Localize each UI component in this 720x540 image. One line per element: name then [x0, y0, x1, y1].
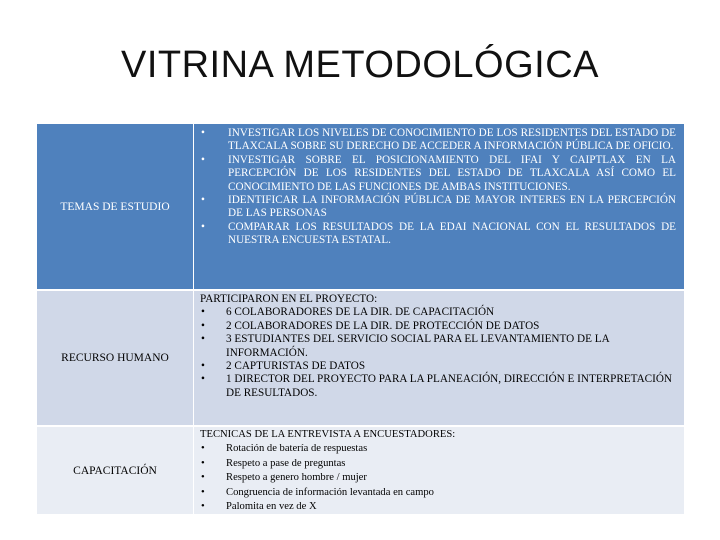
list-item: • 2 CAPTURISTAS DE DATOS: [200, 360, 676, 373]
table-row-temas: [37, 124, 684, 289]
list-item: • Respeto a genero hombre / mujer: [200, 471, 676, 485]
list-item: • 6 COLABORADORES DE LA DIR. DE CAPACITACIÓN: [200, 306, 676, 319]
row-label: CAPACITACIÓN: [37, 427, 194, 514]
row-intro: PARTICIPARON EN EL PROYECTO:: [200, 293, 378, 305]
list-item: • COMPARAR LOS RESULTADOS DE LA EDAI NACIONAL CON EL RESULTADOS DE NUESTRA ENCUESTA ESTATAL.: [200, 221, 676, 248]
list-item: • Palomita en vez de X: [200, 500, 676, 514]
row-content: [194, 124, 684, 289]
row-intro: TECNICAS DE LA ENTREVISTA A ENCUESTADORES:: [200, 429, 456, 440]
row-content: [194, 427, 684, 514]
technique-list: [200, 442, 676, 514]
list-item: • 1 DIRECTOR DEL PROYECTO PARA LA PLANEACIÓN, DIRECCIÓN E INTERPRETACIÓN DE RESULTADOS.: [200, 373, 676, 400]
list-item: • 2 COLABORADORES DE LA DIR. DE PROTECCIÓN DE DATOS: [200, 320, 676, 333]
table-row-capacitacion: [37, 427, 684, 514]
row-label: TEMAS DE ESTUDIO: [37, 124, 194, 289]
staff-list: [200, 306, 676, 400]
page-title: VITRINA METODOLÓGICA: [120, 44, 600, 86]
row-label: RECURSO HUMANO: [37, 291, 194, 425]
list-item: • INVESTIGAR LOS NIVELES DE CONOCIMIENTO DE LOS RESIDENTES DEL ESTADO DE TLAXCALA SOBRE SU DERECHO DE ACCEDER A INFORMACIÓN PÚBLICA DE OFICIO.: [200, 127, 676, 154]
topic-list: [200, 127, 676, 248]
list-item: • INVESTIGAR SOBRE EL POSICIONAMIENTO DEL IFAI Y CAIPTLAX EN LA PERCEPCIÓN DE LOS RESIDENTES DEL ESTADO DE TLAXCALA ASÍ COMO EL CONOCIMIENTO DE LAS FUNCIONES DE AMBAS INSTITUCIONES.: [200, 154, 676, 194]
table-row-recurso: [37, 291, 684, 425]
list-item: • Congruencia de información levantada en campo: [200, 486, 676, 500]
list-item: • IDENTIFICAR LA INFORMACIÓN PÚBLICA DE MAYOR INTERES EN LA PERCEPCIÓN DE LAS PERSONAS: [200, 194, 676, 221]
list-item: • Respeto a pase de preguntas: [200, 457, 676, 471]
row-content: [194, 291, 684, 425]
list-item: • Rotación de batería de respuestas: [200, 442, 676, 456]
list-item: • 3 ESTUDIANTES DEL SERVICIO SOCIAL PARA EL LEVANTAMIENTO DE LA INFORMACIÓN.: [200, 333, 676, 360]
methodology-table: [37, 124, 684, 514]
